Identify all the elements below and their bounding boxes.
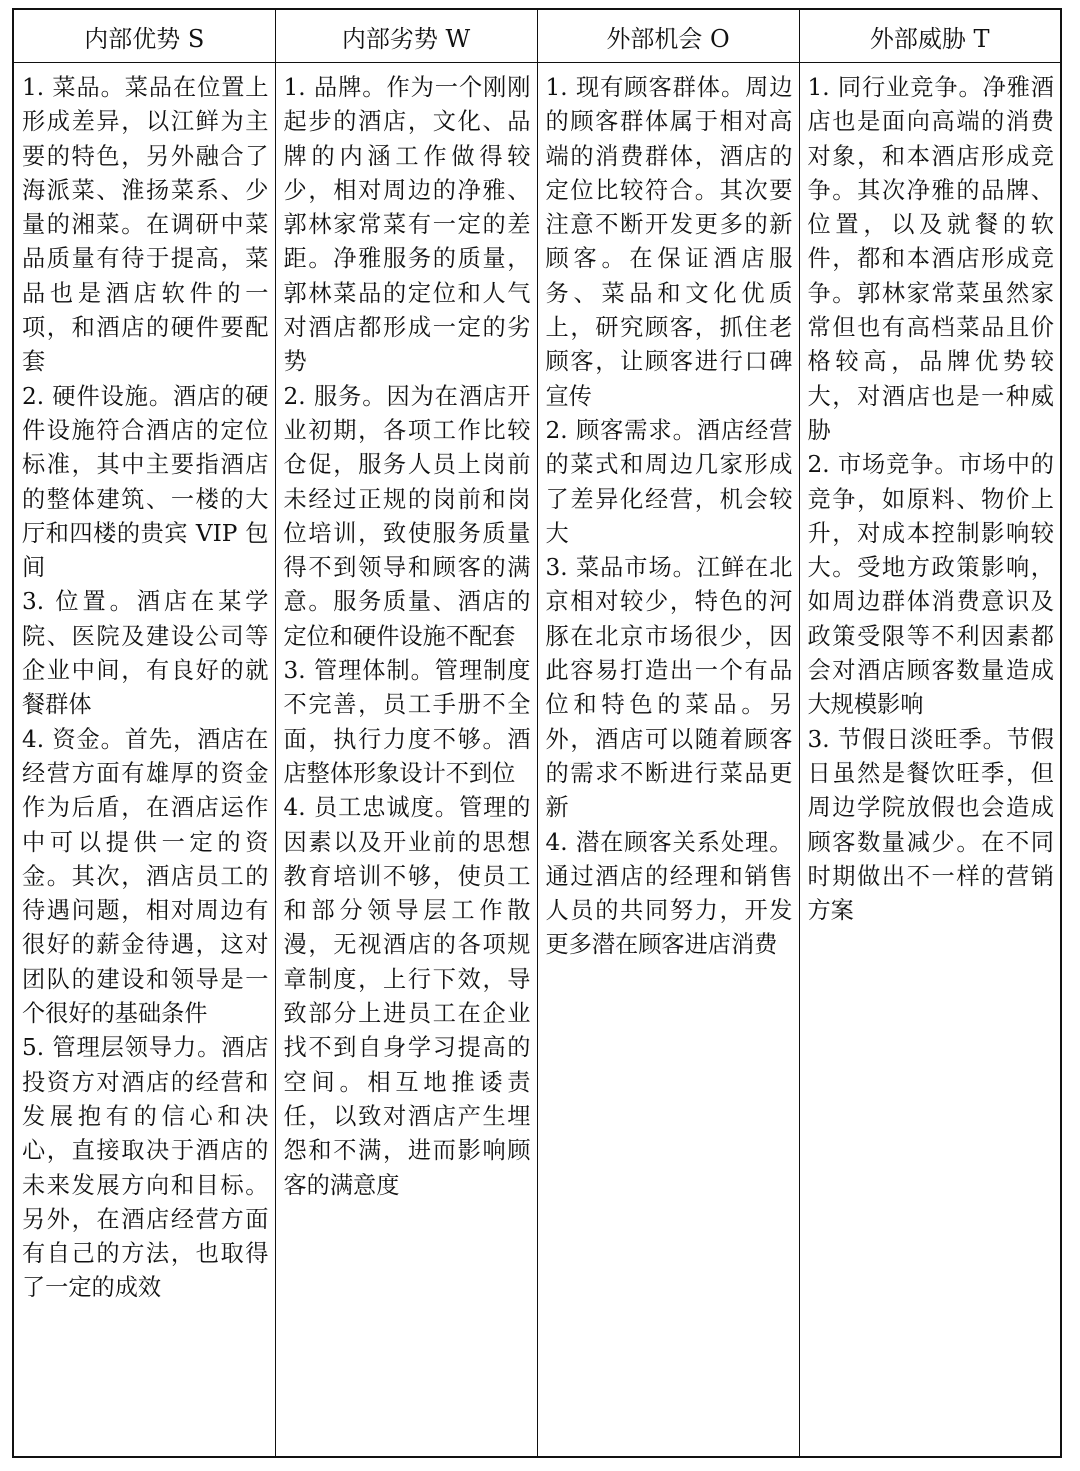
strength-item-2: 2. 硬件设施。酒店的硬件设施符合酒店的定位标准，其中主要指酒店的整体建筑、一楼的大厅和四楼的贵宾 VIP 包间 [22,382,269,582]
strength-item-3: 3. 位置。酒店在某学院、医院及建设公司等企业中间，有良好的就餐群体 [22,588,269,719]
strength-item-1: 1. 菜品。菜品在位置上形成差异，以江鲜为主要的特色，另外融合了海派菜、淮扬菜系、少量的湘菜。在调研中菜品质量有待于提高，菜品也是酒店软件的一项，和酒店的硬件要配套 [22,74,269,376]
opportunities-cell [537,63,799,1458]
weakness-item-4: 4. 员工忠诚度。管理的因素以及开业前的思想教育培训不够，使员工和部分领导层工作散漫，无视酒店的各项规章制度，上行下效，导致部分上进员工在企业找不到自身学习提高的空间。相互地推诿责任，以致对酒店产生埋怨和不满，进而影响顾客的满意度 [283,794,531,1199]
weakness-item-3: 3. 管理体制。管理制度不完善，员工手册不全面，执行力度不够。酒店整体形象设计不到位 [283,657,531,787]
swot-table [12,8,1062,1458]
header-opportunities [537,9,799,63]
header-strengths-label: 内部优势 S [84,24,205,53]
threats-cell [799,63,1061,1458]
header-threats-label: 外部威胁 T [869,24,990,53]
opportunity-item-3: 3. 菜品市场。江鲜在北京相对较少，特色的河豚在北京市场很少，因此容易打造出一个有品位和特色的菜品。另外，酒店可以随着顾客的需求不断进行菜品更新 [545,554,793,822]
opportunity-item-1: 1. 现有顾客群体。周边的顾客群体属于相对高端的消费群体，酒店的定位比较符合。其次要注意不断开发更多的新顾客。在保证酒店服务、菜品和文化优质上，研究顾客，抓住老顾客，让顾客进行口碑宣传 [545,74,793,410]
threat-item-1: 1. 同行业竞争。净雅酒店也是面向高端的消费对象，和本酒店形成竞争。其次净雅的品牌、位置，以及就餐的软件，都和本酒店形成竞争。郭林家常菜虽然家常但也有高档菜品且价格较高，品牌优势较大，对酒店也是一种威胁 [807,74,1054,444]
opportunity-item-2: 2. 顾客需求。酒店经营的菜式和周边几家形成了差异化经营，机会较大 [545,416,793,547]
header-weaknesses-label: 内部劣势 W [341,24,471,53]
weaknesses-cell [275,63,537,1458]
strength-item-4: 4. 资金。首先，酒店在经营方面有雄厚的资金作为后盾，在酒店运作中可以提供一定的资金。其次，酒店员工的待遇问题，相对周边有很好的薪金待遇，这对团队的建设和领导是一个很好的基础条件 [22,725,269,1028]
header-strengths [13,9,275,63]
weakness-item-2: 2. 服务。因为在酒店开业初期，各项工作比较仓促，服务人员上岗前未经过正规的岗前和岗位培训，致使服务质量得不到领导和顾客的满意。服务质量、酒店的定位和硬件设施不配套 [283,382,531,650]
header-row [13,9,1061,63]
opportunity-item-4: 4. 潜在顾客关系处理。通过酒店的经理和销售人员的共同努力，开发更多潜在顾客进店消费 [545,828,793,959]
header-threats [799,9,1061,63]
threat-item-2: 2. 市场竞争。市场中的竞争，如原料、物价上升，对成本控制影响较大。受地方政策影响，如周边群体消费意识及政策受限等不利因素都会对酒店顾客数量造成大规模影响 [807,451,1054,719]
threat-item-3: 3. 节假日淡旺季。节假日虽然是餐饮旺季，但周边学院放假也会造成顾客数量减少。在不同时期做出不一样的营销方案 [807,725,1054,925]
strengths-cell [13,63,275,1458]
weakness-item-1: 1. 品牌。作为一个刚刚起步的酒店，文化、品牌的内涵工作做得较少，相对周边的净雅、郭林家常菜有一定的差距。净雅服务的质量，郭林菜品的定位和人气对酒店都形成一定的劣势 [283,74,531,376]
header-opportunities-label: 外部机会 O [606,24,730,53]
header-weaknesses [275,9,537,63]
strength-item-5: 5. 管理层领导力。酒店投资方对酒店的经营和发展抱有的信心和决心，直接取决于酒店的未来发展方向和目标。另外，在酒店经营方面有自己的方法，也取得了一定的成效 [22,1034,269,1302]
content-row [13,63,1061,1458]
